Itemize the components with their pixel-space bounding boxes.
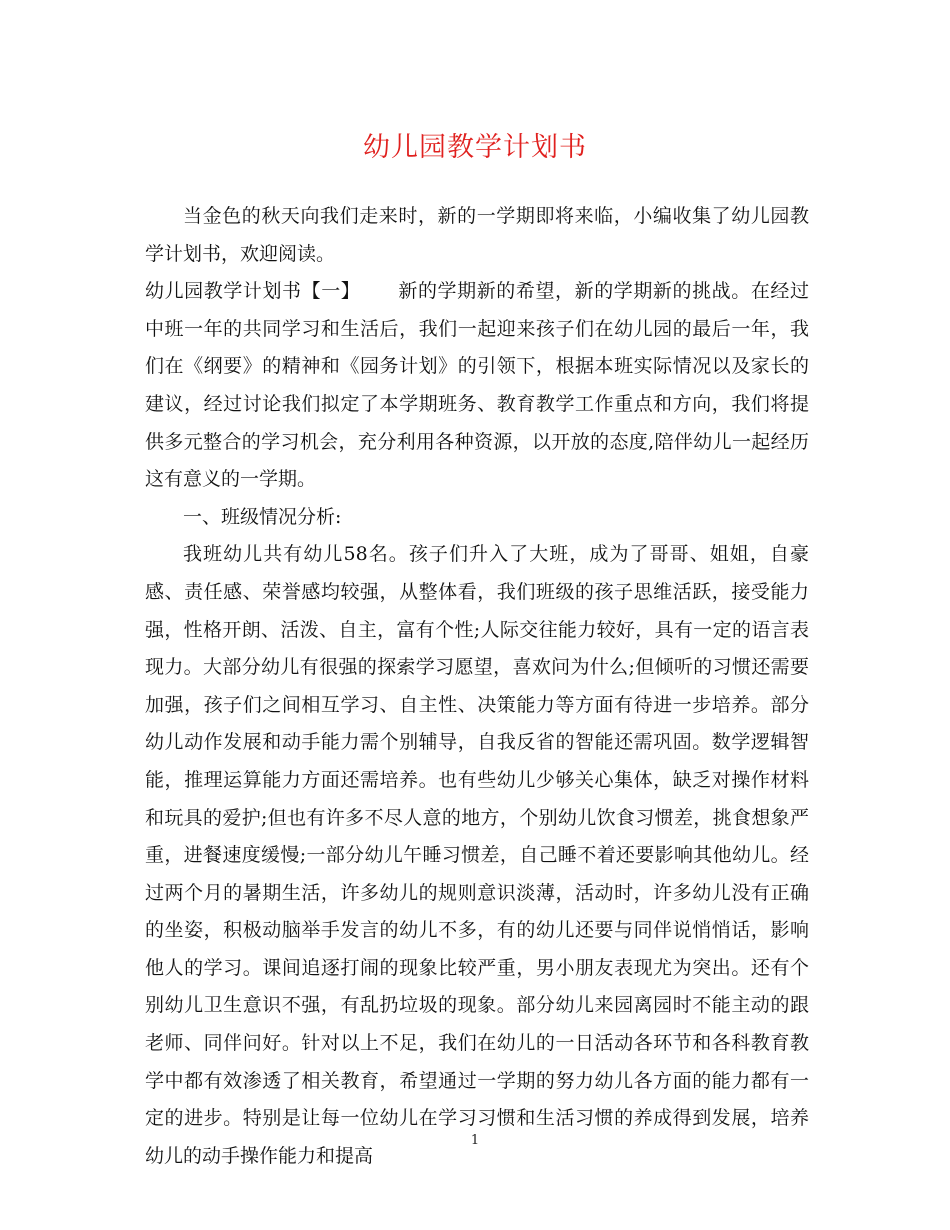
analysis-paragraph: 我班幼儿共有幼儿58名。孩子们升入了大班，成为了哥哥、姐姐，自豪感、责任感、荣誉感均较强，从整体看，我们班级的孩子思维活跃，接受能力强，性格开朗、活泼、自主，富有个性;人际交往能力较好，具有一定的语言表现力。大部分幼儿有很强的探索学习愿望，喜欢问为什么;但倾听的习惯还需要加强，孩子们之间相互学习、自主性、决策能力等方面有待进一步培养。部分幼儿动作发展和动手能力需个别辅导，自我反省的智能还需巩固。数学逻辑智能，推理运算能力方面还需培养。也有些幼儿少够关心集体，缺乏对操作材料和玩具的爱护;但也有许多不尽人意的地方，个别幼儿饮食习惯差，挑食想象严重，进餐速度缓慢;一部分幼儿午睡习惯差，自己睡不着还要影响其他幼儿。经过两个月的暑期生活，许多幼儿的规则意识淡薄，活动时，许多幼儿没有正确的坐姿，积极动脑举手发言的幼儿不多，有的幼儿还要与同伴说悄悄话，影响他人的学习。课间追逐打闹的现象比较严重，男小朋友表现尤为突出。还有个别幼儿卫生意识不强，有乱扔垃圾的现象。部分幼儿来园离园时不能主动的跟老师、同伴问好。针对以上不足，我们在幼儿的一日活动各环节和各科教育教学中都有效渗透了相关教育，希望通过一学期的努力幼儿各方面的能力都有一定的进步。特别是让每一位幼儿在学习习惯和生活习惯的养成得到发展，培养幼儿的动手操作能力和提高 (145, 543, 809, 1167)
page-number: 1 (470, 1133, 480, 1148)
intro-paragraph: 当金色的秋天向我们走来时，新的一学期即将来临，小编收集了幼儿园教学计划书，欢迎阅读。 (145, 205, 809, 265)
section-one-text: 新的学期新的希望，新的学期新的挑战。在经过中班一年的共同学习和生活后，我们一起迎来孩子们在幼儿园的最后一年，我们在《纲要》的精神和《园务计划》的引领下，根据本班实际情况以及家长的建议，经过讨论我们拟定了本学期班务、教育教学工作重点和方向，我们将提供多元整合的学习机会，充分利用各种资源，以开放的态度,陪伴幼儿一起经历这有意义的一学期。 (145, 280, 809, 491)
subheading-class-analysis: 一、班级情况分析: (183, 505, 342, 528)
document-body (145, 198, 809, 1175)
document-title: 幼儿园教学计划书 (363, 132, 587, 163)
section-one-paragraph (145, 273, 809, 499)
section-one-heading: 幼儿园教学计划书【一】 (145, 280, 361, 303)
